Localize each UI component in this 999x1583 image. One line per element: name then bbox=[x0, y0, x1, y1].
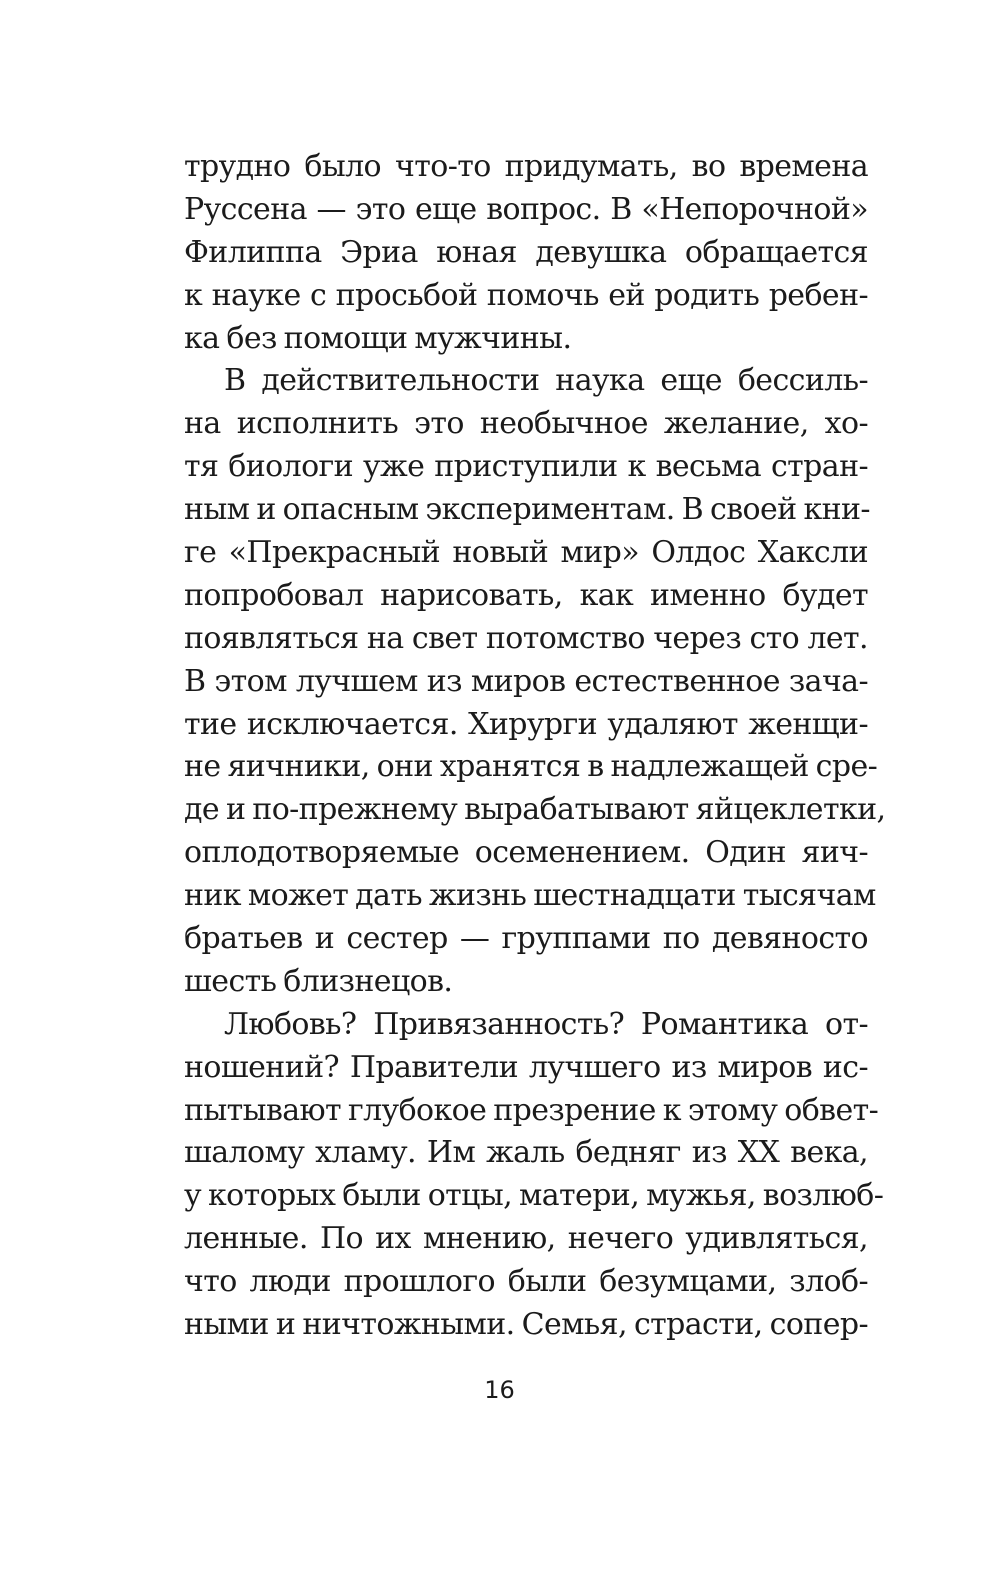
text-line: ка без помощи мужчины. bbox=[184, 320, 572, 356]
text-line: что люди прошлого были безумцами, злоб- bbox=[184, 1264, 868, 1300]
text-line: де и по-прежнему вырабатывают яйцеклетки, bbox=[184, 792, 886, 828]
paragraph-start-line: Любовь? Привязанность? Романтика от- bbox=[224, 1006, 868, 1042]
text-line: ными и ничтожными. Семья, страсти, сопер- bbox=[184, 1307, 868, 1343]
text-line: ге «Прекрасный новый мир» Олдос Хаксли bbox=[184, 535, 868, 571]
text-line: у которых были отцы, матери, мужья, возлюб- bbox=[184, 1178, 884, 1214]
text-line: шалому хламу. Им жаль бедняг из XX века, bbox=[184, 1135, 868, 1171]
text-line: попробовал нарисовать, как именно будет bbox=[184, 577, 868, 613]
text-line: шесть близнецов. bbox=[184, 963, 453, 999]
text-line: ным и опасным экспериментам. В своей кни- bbox=[184, 492, 870, 528]
text-line: пытывают глубокое презрение к этому обвет- bbox=[184, 1092, 879, 1128]
text-line: не яичники, они хранятся в надлежащей сре- bbox=[184, 749, 878, 785]
page-number: 16 bbox=[484, 1376, 515, 1404]
text-line: братьев и сестер — группами по девяносто bbox=[184, 921, 868, 957]
text-line: к науке с просьбой помочь ей родить ребен- bbox=[184, 277, 868, 313]
text-line: ленные. По их мнению, нечего удивляться, bbox=[184, 1221, 868, 1257]
text-line: ношений? Правители лучшего из миров ис- bbox=[184, 1049, 868, 1085]
text-line: тие исключается. Хирурги удаляют женщи- bbox=[184, 706, 868, 742]
text-line: трудно было что-то придумать, во времена bbox=[184, 149, 868, 184]
text-line: ник может дать жизнь шестнадцати тысячам bbox=[184, 878, 876, 914]
text-line: появляться на свет потомство через сто лет. bbox=[184, 620, 868, 656]
text-line: на исполнить это необычное желание, хо- bbox=[184, 406, 868, 442]
body-text bbox=[184, 146, 886, 1347]
text-line: Филиппа Эриа юная девушка обращается bbox=[184, 234, 868, 270]
paragraph-start-line: В действительности наука еще бессиль- bbox=[224, 363, 868, 399]
text-line: В этом лучшем из миров естественное зача- bbox=[184, 663, 868, 699]
text-line: Руссена — это еще вопрос. В «Непорочной» bbox=[184, 191, 868, 227]
text-line: тя биологи уже приступили к весьма стран- bbox=[184, 449, 868, 485]
text-line: оплодотворяемые осеменением. Один яич- bbox=[184, 835, 868, 871]
